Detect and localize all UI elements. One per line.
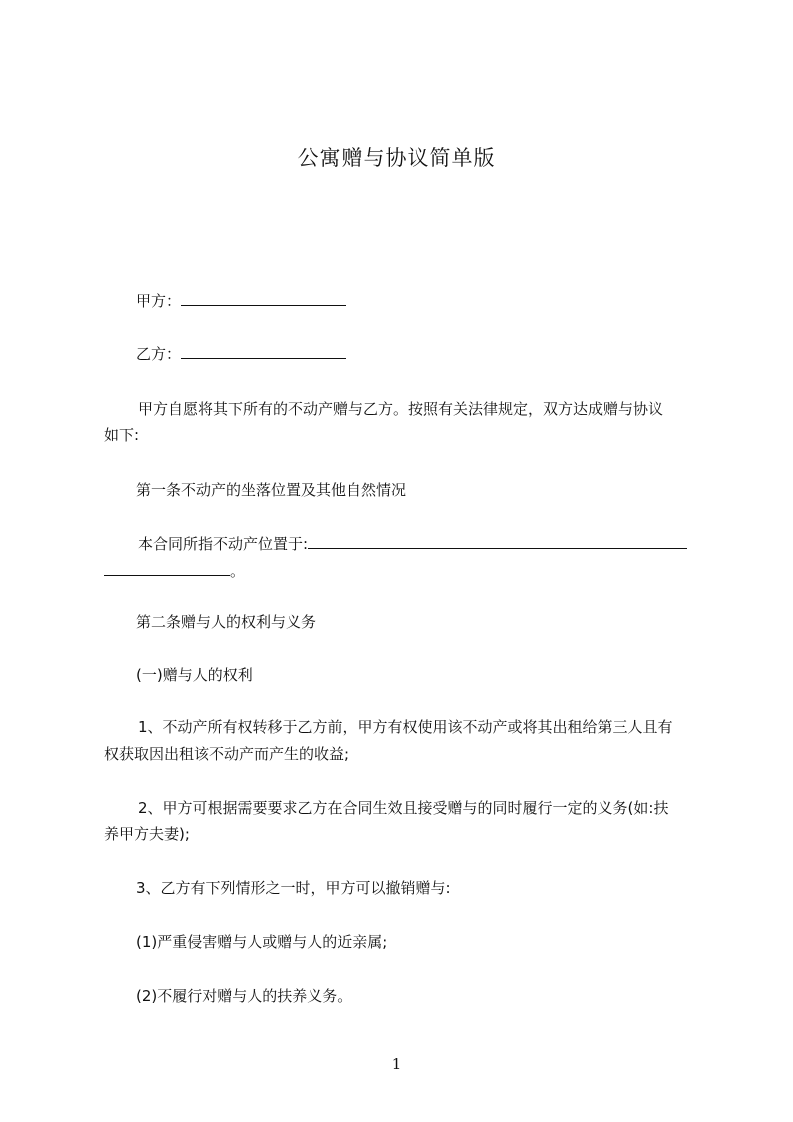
location-blank-2: [104, 561, 230, 576]
intro-line-2: 如下:: [104, 426, 140, 444]
article-1-text-line: [138, 533, 687, 555]
document-title: 公寓赠与协议简单版: [297, 146, 496, 170]
item-3-line-1: 3、乙方有下列情形之一时，甲方可以撤销赠与:: [136, 879, 451, 897]
party-b-blank: [181, 344, 346, 359]
article-1-end: 。: [230, 562, 246, 580]
page-number: 1: [391, 1055, 402, 1073]
location-blank-1: [308, 534, 687, 549]
intro-line-1: 甲方自愿将其下所有的不动产赠与乙方。按照有关法律规定，双方达成赠与协议: [138, 400, 664, 418]
party-b-label: 乙方：: [136, 345, 182, 363]
party-a-blank: [181, 291, 346, 306]
party-a-label: 甲方：: [136, 292, 182, 310]
item-1-line-1: 1、不动产所有权转移于乙方前，甲方有权使用该不动产或将其出租给第三人且有: [138, 718, 673, 736]
party-b-line: [136, 343, 346, 365]
party-a-line: [136, 290, 346, 312]
article-1-text-line-2: [104, 560, 245, 582]
sub-item-1: (1)严重侵害赠与人或赠与人的近亲属;: [136, 933, 388, 951]
article-1-heading: 第一条不动产的坐落位置及其他自然情况: [136, 481, 407, 499]
article-2-heading: 第二条赠与人的权利与义务: [136, 613, 317, 631]
article-1-text: 本合同所指不动产位置于:: [138, 535, 309, 553]
item-2-line-1: 2、甲方可根据需要要求乙方在合同生效且接受赠与的同时履行一定的义务(如:扶: [138, 799, 669, 817]
item-1-line-2: 权获取因出租该不动产而产生的收益;: [104, 745, 350, 763]
sub-item-2: (2)不履行对赠与人的扶养义务。: [136, 987, 353, 1005]
section-1-heading: (一)赠与人的权利: [136, 666, 253, 684]
item-2-line-2: 养甲方夫妻);: [104, 825, 190, 843]
